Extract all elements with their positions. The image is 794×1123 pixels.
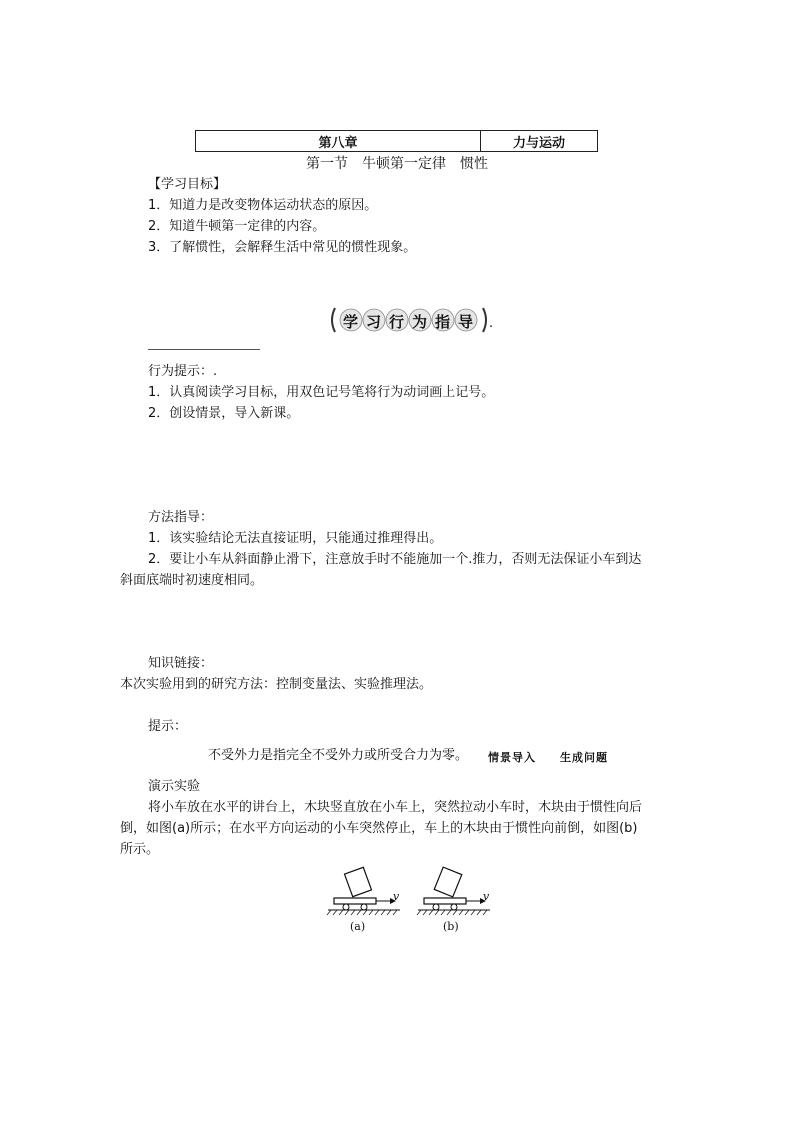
knowledge-heading: 知识链接： — [148, 656, 214, 671]
hint-text: 不受外力是指完全不受外力或所受合力为零。 — [208, 748, 469, 763]
chapter-header-table — [195, 130, 598, 152]
behavior-heading: 行为提示：. — [148, 364, 218, 379]
banner-char: 行 — [389, 313, 405, 331]
objective-item: 2．知道牛顿第一定律的内容。 — [148, 219, 326, 234]
chapter-topic: 力与运动 — [512, 135, 565, 151]
banner-char: 为 — [412, 313, 428, 331]
objectives-heading: 【学习目标】 — [148, 177, 227, 192]
demo-paragraph-line: 将小车放在水平的讲台上，木块竖直放在小车上，突然拉动小车时，木块由于惯性向后 — [148, 800, 643, 815]
demo-heading: 演示实验 — [148, 779, 201, 794]
demo-paragraph-line: 所示。 — [120, 842, 160, 857]
behavior-item: 2．创设情景，导入新课。 — [148, 406, 300, 421]
section-title: 第一节 牛顿第一定律 惯性 — [306, 156, 488, 172]
demo-paragraph-line: 倒，如图(a)所示；在水平方向运动的小车突然停止，车上的木块由于惯性向前倒，如图(b) — [120, 821, 638, 836]
chapter-number: 第八章 — [196, 131, 481, 151]
method-heading: 方法指导： — [148, 510, 214, 525]
divider-line — [148, 349, 260, 350]
figure-caption-a: (a) — [350, 920, 366, 933]
hint-heading: 提示： — [148, 719, 188, 734]
figure-caption-b: (b) — [443, 920, 459, 933]
hint-annotation: 情景导入 生成问题 — [488, 751, 608, 764]
banner-dot: . — [489, 316, 494, 331]
banner-char: 学 — [343, 313, 359, 331]
velocity-label-a: v — [393, 890, 400, 903]
objective-item: 1．知道力是改变物体运动状态的原因。 — [148, 198, 378, 213]
objective-item: 3．了解惯性，会解释生活中常见的惯性现象。 — [148, 240, 417, 255]
method-item: 1．该实验结论无法直接证明，只能通过推理得出。 — [148, 531, 443, 546]
method-item-continued: 斜面底端时初速度相同。 — [120, 573, 264, 588]
banner-char: 导 — [458, 313, 474, 331]
velocity-label-b: v — [483, 890, 490, 903]
banner-char: 指 — [435, 313, 451, 331]
section-banner — [329, 306, 494, 334]
method-item: 2．要让小车从斜面静止滑下，注意放手时不能施加一个.推力，否则无法保证小车到达 — [148, 552, 642, 567]
behavior-item: 1．认真阅读学习目标，用双色记号笔将行为动词画上记号。 — [148, 385, 495, 400]
knowledge-text: 本次实验用到的研究方法：控制变量法、实验推理法。 — [120, 677, 433, 692]
banner-char: 习 — [366, 313, 382, 331]
